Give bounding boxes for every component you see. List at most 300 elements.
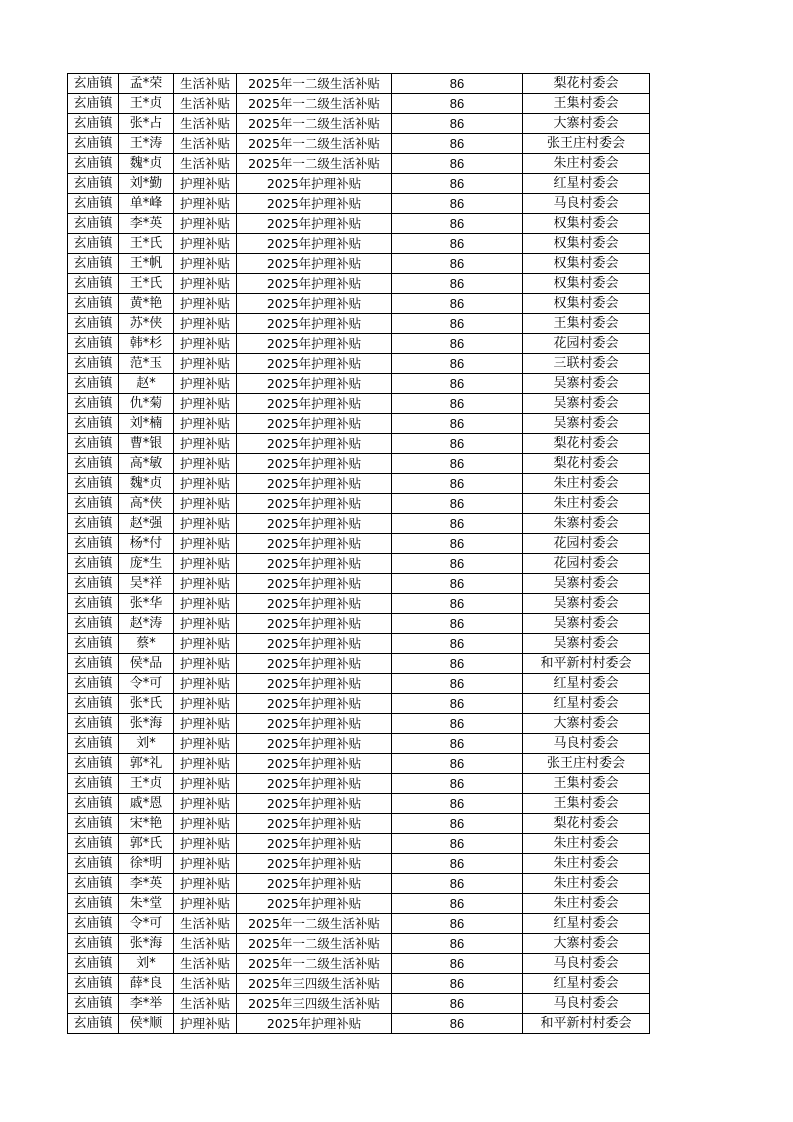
town-cell: 玄庙镇: [68, 794, 119, 814]
town-cell: 玄庙镇: [68, 874, 119, 894]
amount-cell: 86: [392, 694, 523, 714]
name-cell: 薛*良: [119, 974, 174, 994]
town-cell: 玄庙镇: [68, 674, 119, 694]
name-cell: 王*帆: [119, 254, 174, 274]
name-cell: 徐*明: [119, 854, 174, 874]
amount-cell: 86: [392, 734, 523, 754]
village-committee-cell: 马良村委会: [523, 994, 650, 1014]
table-row: [68, 74, 650, 94]
town-cell: 玄庙镇: [68, 514, 119, 534]
village-committee-cell: 梨花村委会: [523, 434, 650, 454]
subsidy-type-cell: 护理补贴: [174, 834, 237, 854]
town-cell: 玄庙镇: [68, 754, 119, 774]
subsidy-item-cell: 2025年一二级生活补贴: [237, 154, 392, 174]
table-row: [68, 854, 650, 874]
subsidy-type-cell: 护理补贴: [174, 294, 237, 314]
name-cell: 王*氏: [119, 274, 174, 294]
town-cell: 玄庙镇: [68, 354, 119, 374]
subsidy-item-cell: 2025年护理补贴: [237, 654, 392, 674]
name-cell: 赵*: [119, 374, 174, 394]
village-committee-cell: 红星村委会: [523, 694, 650, 714]
name-cell: 赵*强: [119, 514, 174, 534]
town-cell: 玄庙镇: [68, 614, 119, 634]
table-row: [68, 734, 650, 754]
subsidy-item-cell: 2025年护理补贴: [237, 594, 392, 614]
subsidy-type-cell: 护理补贴: [174, 894, 237, 914]
village-committee-cell: 朱庄村委会: [523, 474, 650, 494]
town-cell: 玄庙镇: [68, 334, 119, 354]
amount-cell: 86: [392, 374, 523, 394]
amount-cell: 86: [392, 194, 523, 214]
name-cell: 王*涛: [119, 134, 174, 154]
subsidy-type-cell: 生活补贴: [174, 914, 237, 934]
village-committee-cell: 吴寨村委会: [523, 634, 650, 654]
subsidy-item-cell: 2025年护理补贴: [237, 394, 392, 414]
subsidy-item-cell: 2025年护理补贴: [237, 574, 392, 594]
amount-cell: 86: [392, 274, 523, 294]
name-cell: 刘*: [119, 734, 174, 754]
table-row: [68, 634, 650, 654]
table-row: [68, 274, 650, 294]
subsidy-item-cell: 2025年护理补贴: [237, 714, 392, 734]
subsidy-type-cell: 生活补贴: [174, 974, 237, 994]
amount-cell: 86: [392, 334, 523, 354]
town-cell: 玄庙镇: [68, 394, 119, 414]
amount-cell: 86: [392, 114, 523, 134]
table-row: [68, 914, 650, 934]
subsidy-item-cell: 2025年护理补贴: [237, 614, 392, 634]
amount-cell: 86: [392, 514, 523, 534]
subsidy-item-cell: 2025年护理补贴: [237, 414, 392, 434]
amount-cell: 86: [392, 534, 523, 554]
amount-cell: 86: [392, 994, 523, 1014]
village-committee-cell: 马良村委会: [523, 954, 650, 974]
subsidy-type-cell: 护理补贴: [174, 374, 237, 394]
village-committee-cell: 吴寨村委会: [523, 574, 650, 594]
subsidy-type-cell: 护理补贴: [174, 474, 237, 494]
table-row: [68, 114, 650, 134]
table-row: [68, 574, 650, 594]
name-cell: 孟*荣: [119, 74, 174, 94]
town-cell: 玄庙镇: [68, 574, 119, 594]
amount-cell: 86: [392, 774, 523, 794]
amount-cell: 86: [392, 294, 523, 314]
amount-cell: 86: [392, 234, 523, 254]
subsidy-type-cell: 生活补贴: [174, 74, 237, 94]
village-committee-cell: 朱庄村委会: [523, 154, 650, 174]
village-committee-cell: 吴寨村委会: [523, 394, 650, 414]
village-committee-cell: 花园村委会: [523, 334, 650, 354]
name-cell: 令*可: [119, 674, 174, 694]
amount-cell: 86: [392, 914, 523, 934]
subsidy-type-cell: 护理补贴: [174, 354, 237, 374]
subsidy-item-cell: 2025年护理补贴: [237, 774, 392, 794]
name-cell: 张*占: [119, 114, 174, 134]
amount-cell: 86: [392, 594, 523, 614]
amount-cell: 86: [392, 1014, 523, 1034]
name-cell: 侯*顺: [119, 1014, 174, 1034]
table-row: [68, 874, 650, 894]
amount-cell: 86: [392, 714, 523, 734]
amount-cell: 86: [392, 654, 523, 674]
village-committee-cell: 马良村委会: [523, 194, 650, 214]
amount-cell: 86: [392, 454, 523, 474]
subsidy-type-cell: 护理补贴: [174, 674, 237, 694]
amount-cell: 86: [392, 134, 523, 154]
subsidy-type-cell: 护理补贴: [174, 534, 237, 554]
name-cell: 高*侠: [119, 494, 174, 514]
town-cell: 玄庙镇: [68, 834, 119, 854]
subsidy-type-cell: 护理补贴: [174, 814, 237, 834]
table-row: [68, 674, 650, 694]
village-committee-cell: 权集村委会: [523, 234, 650, 254]
name-cell: 魏*贞: [119, 154, 174, 174]
village-committee-cell: 朱寨村委会: [523, 514, 650, 534]
town-cell: 玄庙镇: [68, 914, 119, 934]
village-committee-cell: 王集村委会: [523, 314, 650, 334]
name-cell: 王*贞: [119, 94, 174, 114]
village-committee-cell: 红星村委会: [523, 974, 650, 994]
village-committee-cell: 王集村委会: [523, 794, 650, 814]
subsidy-type-cell: 护理补贴: [174, 714, 237, 734]
amount-cell: 86: [392, 814, 523, 834]
amount-cell: 86: [392, 174, 523, 194]
town-cell: 玄庙镇: [68, 774, 119, 794]
subsidy-item-cell: 2025年一二级生活补贴: [237, 114, 392, 134]
table-row: [68, 654, 650, 674]
subsidy-item-cell: 2025年护理补贴: [237, 534, 392, 554]
table-row: [68, 974, 650, 994]
subsidy-type-cell: 护理补贴: [174, 214, 237, 234]
name-cell: 侯*品: [119, 654, 174, 674]
subsidy-item-cell: 2025年一二级生活补贴: [237, 94, 392, 114]
village-committee-cell: 梨花村委会: [523, 814, 650, 834]
amount-cell: 86: [392, 834, 523, 854]
table-row: [68, 234, 650, 254]
table-row: [68, 154, 650, 174]
amount-cell: 86: [392, 794, 523, 814]
subsidy-type-cell: 生活补贴: [174, 954, 237, 974]
town-cell: 玄庙镇: [68, 154, 119, 174]
town-cell: 玄庙镇: [68, 194, 119, 214]
subsidy-type-cell: 护理补贴: [174, 314, 237, 334]
village-committee-cell: 朱庄村委会: [523, 834, 650, 854]
table-row: [68, 294, 650, 314]
name-cell: 庞*生: [119, 554, 174, 574]
village-committee-cell: 权集村委会: [523, 294, 650, 314]
subsidy-type-cell: 护理补贴: [174, 594, 237, 614]
subsidy-type-cell: 护理补贴: [174, 514, 237, 534]
village-committee-cell: 王集村委会: [523, 774, 650, 794]
town-cell: 玄庙镇: [68, 1014, 119, 1034]
town-cell: 玄庙镇: [68, 634, 119, 654]
name-cell: 魏*贞: [119, 474, 174, 494]
subsidy-type-cell: 护理补贴: [174, 194, 237, 214]
town-cell: 玄庙镇: [68, 534, 119, 554]
subsidy-type-cell: 生活补贴: [174, 114, 237, 134]
subsidy-item-cell: 2025年护理补贴: [237, 634, 392, 654]
subsidy-item-cell: 2025年护理补贴: [237, 834, 392, 854]
subsidy-type-cell: 生活补贴: [174, 134, 237, 154]
subsidy-item-cell: 2025年护理补贴: [237, 734, 392, 754]
village-committee-cell: 马良村委会: [523, 734, 650, 754]
amount-cell: 86: [392, 554, 523, 574]
village-committee-cell: 朱庄村委会: [523, 494, 650, 514]
amount-cell: 86: [392, 354, 523, 374]
table-body: [68, 74, 650, 1034]
village-committee-cell: 大寨村委会: [523, 114, 650, 134]
amount-cell: 86: [392, 394, 523, 414]
village-committee-cell: 权集村委会: [523, 214, 650, 234]
subsidy-type-cell: 护理补贴: [174, 574, 237, 594]
subsidy-item-cell: 2025年护理补贴: [237, 874, 392, 894]
town-cell: 玄庙镇: [68, 234, 119, 254]
subsidy-item-cell: 2025年护理补贴: [237, 194, 392, 214]
village-committee-cell: 朱庄村委会: [523, 874, 650, 894]
table-row: [68, 454, 650, 474]
amount-cell: 86: [392, 574, 523, 594]
table-row: [68, 614, 650, 634]
name-cell: 郭*礼: [119, 754, 174, 774]
village-committee-cell: 三联村委会: [523, 354, 650, 374]
town-cell: 玄庙镇: [68, 174, 119, 194]
amount-cell: 86: [392, 634, 523, 654]
subsidy-item-cell: 2025年护理补贴: [237, 274, 392, 294]
subsidy-item-cell: 2025年三四级生活补贴: [237, 974, 392, 994]
subsidy-item-cell: 2025年护理补贴: [237, 474, 392, 494]
subsidy-item-cell: 2025年护理补贴: [237, 674, 392, 694]
table-row: [68, 314, 650, 334]
amount-cell: 86: [392, 154, 523, 174]
table-row: [68, 334, 650, 354]
table-row: [68, 594, 650, 614]
subsidy-item-cell: 2025年一二级生活补贴: [237, 134, 392, 154]
subsidy-type-cell: 护理补贴: [174, 694, 237, 714]
amount-cell: 86: [392, 754, 523, 774]
subsidy-item-cell: 2025年护理补贴: [237, 234, 392, 254]
name-cell: 张*氏: [119, 694, 174, 714]
table-row: [68, 754, 650, 774]
town-cell: 玄庙镇: [68, 654, 119, 674]
name-cell: 李*举: [119, 994, 174, 1014]
name-cell: 赵*涛: [119, 614, 174, 634]
subsidy-type-cell: 护理补贴: [174, 274, 237, 294]
name-cell: 令*可: [119, 914, 174, 934]
name-cell: 朱*堂: [119, 894, 174, 914]
amount-cell: 86: [392, 494, 523, 514]
amount-cell: 86: [392, 214, 523, 234]
table-row: [68, 134, 650, 154]
table-row: [68, 714, 650, 734]
subsidy-item-cell: 2025年护理补贴: [237, 294, 392, 314]
name-cell: 宋*艳: [119, 814, 174, 834]
subsidy-table: [67, 73, 650, 1034]
table-row: [68, 774, 650, 794]
subsidy-type-cell: 护理补贴: [174, 874, 237, 894]
amount-cell: 86: [392, 954, 523, 974]
name-cell: 高*敏: [119, 454, 174, 474]
subsidy-item-cell: 2025年护理补贴: [237, 174, 392, 194]
name-cell: 范*玉: [119, 354, 174, 374]
town-cell: 玄庙镇: [68, 714, 119, 734]
subsidy-type-cell: 生活补贴: [174, 934, 237, 954]
subsidy-type-cell: 护理补贴: [174, 554, 237, 574]
name-cell: 蔡*: [119, 634, 174, 654]
town-cell: 玄庙镇: [68, 474, 119, 494]
name-cell: 王*贞: [119, 774, 174, 794]
village-committee-cell: 和平新村村委会: [523, 1014, 650, 1034]
name-cell: 张*华: [119, 594, 174, 614]
village-committee-cell: 吴寨村委会: [523, 614, 650, 634]
name-cell: 刘*: [119, 954, 174, 974]
village-committee-cell: 王集村委会: [523, 94, 650, 114]
village-committee-cell: 大寨村委会: [523, 934, 650, 954]
table-row: [68, 194, 650, 214]
village-committee-cell: 权集村委会: [523, 254, 650, 274]
town-cell: 玄庙镇: [68, 994, 119, 1014]
village-committee-cell: 张王庄村委会: [523, 134, 650, 154]
subsidy-item-cell: 2025年护理补贴: [237, 354, 392, 374]
table-row: [68, 394, 650, 414]
table-row: [68, 214, 650, 234]
subsidy-item-cell: 2025年护理补贴: [237, 374, 392, 394]
table-row: [68, 834, 650, 854]
subsidy-item-cell: 2025年护理补贴: [237, 514, 392, 534]
table-row: [68, 374, 650, 394]
name-cell: 李*英: [119, 214, 174, 234]
name-cell: 韩*杉: [119, 334, 174, 354]
table-row: [68, 994, 650, 1014]
subsidy-type-cell: 护理补贴: [174, 754, 237, 774]
amount-cell: 86: [392, 934, 523, 954]
table-row: [68, 534, 650, 554]
village-committee-cell: 朱庄村委会: [523, 854, 650, 874]
subsidy-item-cell: 2025年护理补贴: [237, 434, 392, 454]
town-cell: 玄庙镇: [68, 254, 119, 274]
name-cell: 黄*艳: [119, 294, 174, 314]
name-cell: 单*峰: [119, 194, 174, 214]
village-committee-cell: 吴寨村委会: [523, 594, 650, 614]
table-row: [68, 1014, 650, 1034]
town-cell: 玄庙镇: [68, 974, 119, 994]
town-cell: 玄庙镇: [68, 114, 119, 134]
subsidy-item-cell: 2025年一二级生活补贴: [237, 954, 392, 974]
town-cell: 玄庙镇: [68, 594, 119, 614]
subsidy-item-cell: 2025年一二级生活补贴: [237, 934, 392, 954]
village-committee-cell: 朱庄村委会: [523, 894, 650, 914]
village-committee-cell: 吴寨村委会: [523, 414, 650, 434]
table-row: [68, 254, 650, 274]
subsidy-type-cell: 护理补贴: [174, 454, 237, 474]
town-cell: 玄庙镇: [68, 554, 119, 574]
name-cell: 杨*付: [119, 534, 174, 554]
amount-cell: 86: [392, 874, 523, 894]
town-cell: 玄庙镇: [68, 934, 119, 954]
table-row: [68, 94, 650, 114]
subsidy-type-cell: 护理补贴: [174, 394, 237, 414]
subsidy-item-cell: 2025年护理补贴: [237, 454, 392, 474]
village-committee-cell: 权集村委会: [523, 274, 650, 294]
village-committee-cell: 红星村委会: [523, 674, 650, 694]
subsidy-type-cell: 生活补贴: [174, 154, 237, 174]
name-cell: 戚*恩: [119, 794, 174, 814]
subsidy-type-cell: 护理补贴: [174, 434, 237, 454]
town-cell: 玄庙镇: [68, 694, 119, 714]
name-cell: 王*氏: [119, 234, 174, 254]
table-row: [68, 474, 650, 494]
subsidy-type-cell: 护理补贴: [174, 254, 237, 274]
village-committee-cell: 红星村委会: [523, 914, 650, 934]
village-committee-cell: 大寨村委会: [523, 714, 650, 734]
name-cell: 刘*楠: [119, 414, 174, 434]
amount-cell: 86: [392, 314, 523, 334]
town-cell: 玄庙镇: [68, 434, 119, 454]
village-committee-cell: 吴寨村委会: [523, 374, 650, 394]
town-cell: 玄庙镇: [68, 494, 119, 514]
town-cell: 玄庙镇: [68, 274, 119, 294]
village-committee-cell: 花园村委会: [523, 534, 650, 554]
subsidy-type-cell: 生活补贴: [174, 994, 237, 1014]
town-cell: 玄庙镇: [68, 134, 119, 154]
subsidy-item-cell: 2025年护理补贴: [237, 694, 392, 714]
village-committee-cell: 花园村委会: [523, 554, 650, 574]
subsidy-item-cell: 2025年护理补贴: [237, 254, 392, 274]
subsidy-type-cell: 护理补贴: [174, 234, 237, 254]
subsidy-item-cell: 2025年护理补贴: [237, 814, 392, 834]
subsidy-item-cell: 2025年护理补贴: [237, 794, 392, 814]
town-cell: 玄庙镇: [68, 814, 119, 834]
subsidy-item-cell: 2025年护理补贴: [237, 854, 392, 874]
village-committee-cell: 红星村委会: [523, 174, 650, 194]
subsidy-item-cell: 2025年护理补贴: [237, 894, 392, 914]
table-row: [68, 954, 650, 974]
subsidy-item-cell: 2025年护理补贴: [237, 214, 392, 234]
subsidy-item-cell: 2025年护理补贴: [237, 754, 392, 774]
village-committee-cell: 梨花村委会: [523, 454, 650, 474]
town-cell: 玄庙镇: [68, 94, 119, 114]
amount-cell: 86: [392, 474, 523, 494]
table-row: [68, 554, 650, 574]
amount-cell: 86: [392, 254, 523, 274]
subsidy-type-cell: 护理补贴: [174, 634, 237, 654]
amount-cell: 86: [392, 614, 523, 634]
table-row: [68, 514, 650, 534]
amount-cell: 86: [392, 434, 523, 454]
table-row: [68, 494, 650, 514]
subsidy-item-cell: 2025年护理补贴: [237, 314, 392, 334]
village-committee-cell: 梨花村委会: [523, 74, 650, 94]
town-cell: 玄庙镇: [68, 954, 119, 974]
subsidy-type-cell: 生活补贴: [174, 94, 237, 114]
subsidy-item-cell: 2025年一二级生活补贴: [237, 914, 392, 934]
amount-cell: 86: [392, 854, 523, 874]
name-cell: 郭*氏: [119, 834, 174, 854]
subsidy-type-cell: 护理补贴: [174, 334, 237, 354]
amount-cell: 86: [392, 674, 523, 694]
subsidy-item-cell: 2025年护理补贴: [237, 554, 392, 574]
town-cell: 玄庙镇: [68, 214, 119, 234]
table-row: [68, 814, 650, 834]
amount-cell: 86: [392, 414, 523, 434]
subsidy-type-cell: 护理补贴: [174, 734, 237, 754]
subsidy-type-cell: 护理补贴: [174, 614, 237, 634]
amount-cell: 86: [392, 74, 523, 94]
name-cell: 李*英: [119, 874, 174, 894]
town-cell: 玄庙镇: [68, 294, 119, 314]
village-committee-cell: 和平新村村委会: [523, 654, 650, 674]
table-row: [68, 934, 650, 954]
amount-cell: 86: [392, 94, 523, 114]
